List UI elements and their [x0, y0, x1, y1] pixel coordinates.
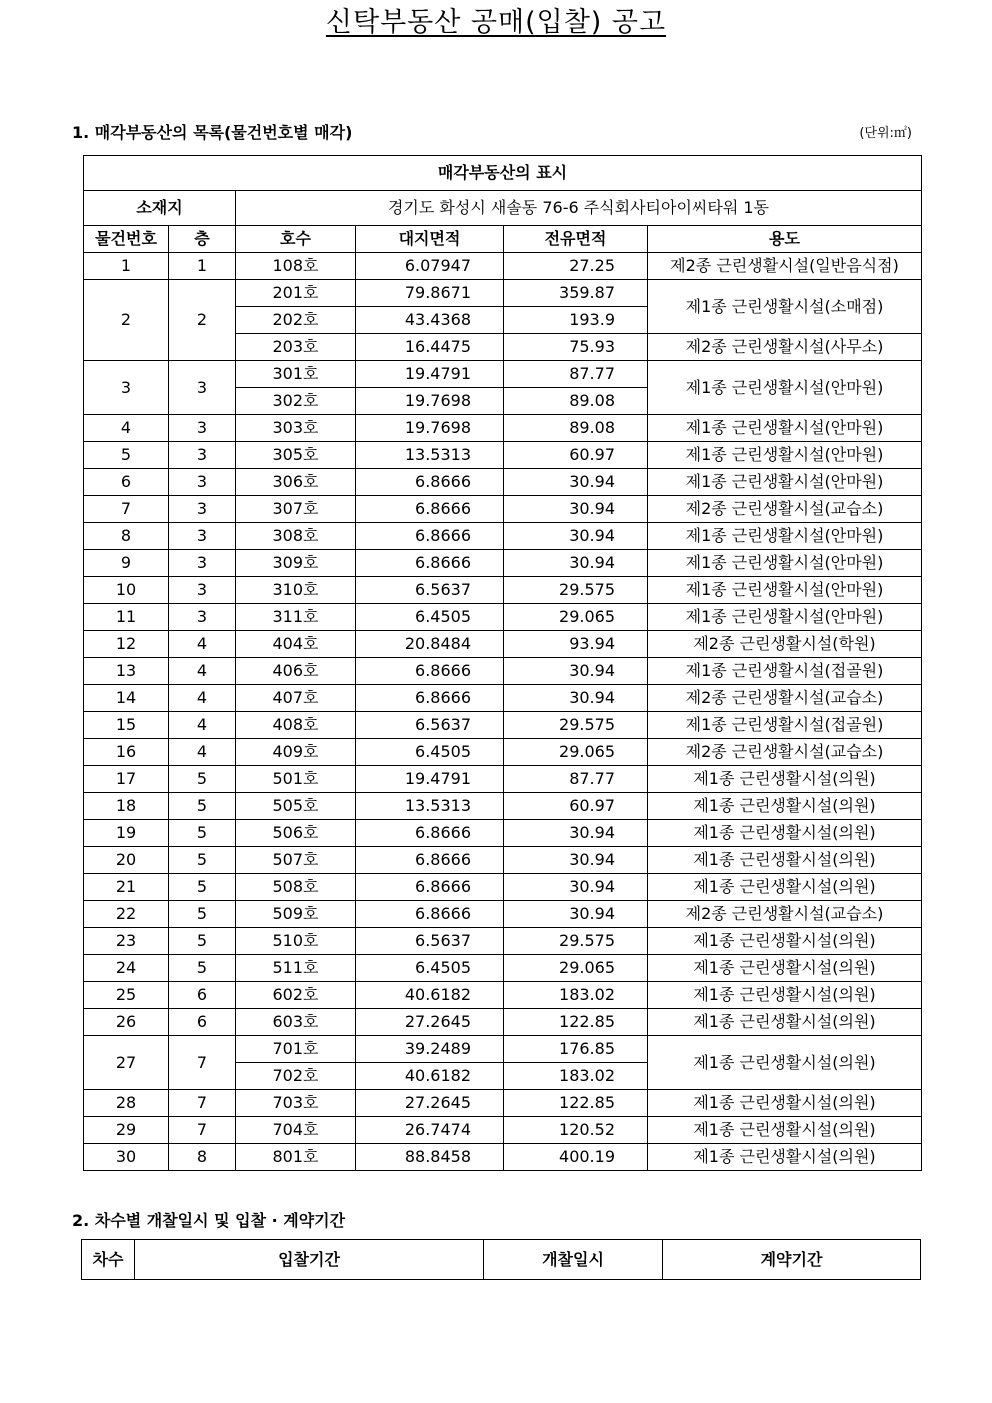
use-cell: 제1종 근린생활시설(소매점): [648, 280, 922, 334]
header-cell: 전유면적: [504, 226, 648, 253]
land-area-cell: 6.8666: [356, 523, 504, 550]
table-header-row: [84, 226, 922, 253]
table-row: [84, 1090, 922, 1117]
exclusive-area-cell: 30.94: [504, 658, 648, 685]
floor-cell: 5: [169, 928, 236, 955]
unit-cell: 506호: [236, 820, 356, 847]
location-value: 경기도 화성시 새솔동 76-6 주식회사티아이씨타워 1동: [236, 191, 922, 226]
floor-cell: 3: [169, 523, 236, 550]
exclusive-area-cell: 400.19: [504, 1144, 648, 1171]
table-row: [84, 982, 922, 1009]
use-cell: 제1종 근린생활시설(의원): [648, 1117, 922, 1144]
header-cell: 물건번호: [84, 226, 169, 253]
land-area-cell: 20.8484: [356, 631, 504, 658]
unit-cell: 307호: [236, 496, 356, 523]
exclusive-area-cell: 89.08: [504, 415, 648, 442]
land-area-cell: 13.5313: [356, 442, 504, 469]
exclusive-area-cell: 29.065: [504, 739, 648, 766]
use-cell: 제1종 근린생활시설(접골원): [648, 712, 922, 739]
item-number-cell: 29: [84, 1117, 169, 1144]
land-area-cell: 79.8671: [356, 280, 504, 307]
item-number-cell: 7: [84, 496, 169, 523]
table-row: [84, 1009, 922, 1036]
floor-cell: 4: [169, 631, 236, 658]
table-row: [84, 658, 922, 685]
table-row: [84, 631, 922, 658]
use-cell: 제2종 근린생활시설(교습소): [648, 496, 922, 523]
table-row: [84, 955, 922, 982]
floor-cell: 1: [169, 253, 236, 280]
use-cell: 제1종 근린생활시설(안마원): [648, 523, 922, 550]
exclusive-area-cell: 29.575: [504, 712, 648, 739]
item-number-cell: 12: [84, 631, 169, 658]
item-number-cell: 2: [84, 280, 169, 361]
use-cell: 제1종 근린생활시설(의원): [648, 1036, 922, 1090]
table-row: [84, 1144, 922, 1171]
use-cell: 제2종 근린생활시설(사무소): [648, 334, 922, 361]
header-round: 차수: [82, 1240, 135, 1280]
land-area-cell: 6.8666: [356, 820, 504, 847]
use-cell: 제1종 근린생활시설(안마원): [648, 550, 922, 577]
section2-heading: 2. 차수별 개찰일시 및 입찰 · 계약기간: [72, 1211, 346, 1230]
use-cell: 제1종 근린생활시설(안마원): [648, 577, 922, 604]
exclusive-area-cell: 75.93: [504, 334, 648, 361]
table-row: [84, 415, 922, 442]
item-number-cell: 24: [84, 955, 169, 982]
exclusive-area-cell: 120.52: [504, 1117, 648, 1144]
exclusive-area-cell: 29.065: [504, 604, 648, 631]
floor-cell: 3: [169, 577, 236, 604]
unit-cell: 501호: [236, 766, 356, 793]
use-cell: 제2종 근린생활시설(교습소): [648, 901, 922, 928]
header-contract-period: 계약기간: [663, 1240, 921, 1280]
land-area-cell: 40.6182: [356, 1063, 504, 1090]
land-area-cell: 6.8666: [356, 469, 504, 496]
exclusive-area-cell: 30.94: [504, 550, 648, 577]
table-row: [84, 928, 922, 955]
floor-cell: 3: [169, 361, 236, 415]
unit-cell: 704호: [236, 1117, 356, 1144]
exclusive-area-cell: 89.08: [504, 388, 648, 415]
exclusive-area-cell: 60.97: [504, 793, 648, 820]
floor-cell: 4: [169, 712, 236, 739]
land-area-cell: 6.8666: [356, 496, 504, 523]
unit-cell: 407호: [236, 685, 356, 712]
exclusive-area-cell: 87.77: [504, 361, 648, 388]
unit-cell: 404호: [236, 631, 356, 658]
use-cell: 제2종 근린생활시설(학원): [648, 631, 922, 658]
item-number-cell: 4: [84, 415, 169, 442]
item-number-cell: 1: [84, 253, 169, 280]
item-number-cell: 13: [84, 658, 169, 685]
unit-cell: 801호: [236, 1144, 356, 1171]
unit-cell: 311호: [236, 604, 356, 631]
location-label: 소재지: [84, 191, 236, 226]
item-number-cell: 23: [84, 928, 169, 955]
floor-cell: 3: [169, 604, 236, 631]
land-area-cell: 6.5637: [356, 577, 504, 604]
exclusive-area-cell: 30.94: [504, 820, 648, 847]
table-row: [84, 523, 922, 550]
floor-cell: 3: [169, 550, 236, 577]
unit-cell: 505호: [236, 793, 356, 820]
floor-cell: 3: [169, 469, 236, 496]
exclusive-area-cell: 30.94: [504, 496, 648, 523]
land-area-cell: 6.5637: [356, 712, 504, 739]
land-area-cell: 6.5637: [356, 928, 504, 955]
exclusive-area-cell: 359.87: [504, 280, 648, 307]
unit-cell: 309호: [236, 550, 356, 577]
floor-cell: 7: [169, 1090, 236, 1117]
item-number-cell: 28: [84, 1090, 169, 1117]
item-number-cell: 9: [84, 550, 169, 577]
land-area-cell: 6.8666: [356, 658, 504, 685]
land-area-cell: 16.4475: [356, 334, 504, 361]
table-row: [84, 766, 922, 793]
use-cell: 제1종 근린생활시설(의원): [648, 955, 922, 982]
unit-cell: 408호: [236, 712, 356, 739]
floor-cell: 5: [169, 793, 236, 820]
page-title: 신탁부동산 공매(입찰) 공고: [325, 7, 667, 38]
schedule-table: [81, 1239, 921, 1280]
land-area-cell: 6.4505: [356, 955, 504, 982]
table-row: [84, 847, 922, 874]
property-table: [83, 155, 922, 1171]
floor-cell: 6: [169, 1009, 236, 1036]
unit-cell: 507호: [236, 847, 356, 874]
header-cell: 호수: [236, 226, 356, 253]
table-row: [84, 739, 922, 766]
land-area-cell: 6.8666: [356, 874, 504, 901]
table-row: [84, 442, 922, 469]
exclusive-area-cell: 27.25: [504, 253, 648, 280]
floor-cell: 6: [169, 982, 236, 1009]
use-cell: 제1종 근린생활시설(안마원): [648, 604, 922, 631]
floor-cell: 4: [169, 739, 236, 766]
land-area-cell: 43.4368: [356, 307, 504, 334]
exclusive-area-cell: 87.77: [504, 766, 648, 793]
table-row: [84, 685, 922, 712]
unit-cell: 310호: [236, 577, 356, 604]
item-number-cell: 20: [84, 847, 169, 874]
use-cell: 제1종 근린생활시설(의원): [648, 982, 922, 1009]
floor-cell: 8: [169, 1144, 236, 1171]
floor-cell: 3: [169, 496, 236, 523]
item-number-cell: 6: [84, 469, 169, 496]
land-area-cell: 19.4791: [356, 766, 504, 793]
use-cell: 제1종 근린생활시설(안마원): [648, 469, 922, 496]
use-cell: 제1종 근린생활시설(안마원): [648, 361, 922, 415]
unit-cell: 701호: [236, 1036, 356, 1063]
land-area-cell: 40.6182: [356, 982, 504, 1009]
use-cell: 제1종 근린생활시설(의원): [648, 793, 922, 820]
land-area-cell: 6.8666: [356, 847, 504, 874]
item-number-cell: 22: [84, 901, 169, 928]
exclusive-area-cell: 60.97: [504, 442, 648, 469]
unit-cell: 202호: [236, 307, 356, 334]
item-number-cell: 16: [84, 739, 169, 766]
table-row: [84, 361, 922, 388]
table-row: [84, 577, 922, 604]
use-cell: 제1종 근린생활시설(의원): [648, 847, 922, 874]
item-number-cell: 26: [84, 1009, 169, 1036]
exclusive-area-cell: 30.94: [504, 901, 648, 928]
use-cell: 제1종 근린생활시설(의원): [648, 1144, 922, 1171]
header-bid-period: 입찰기간: [135, 1240, 484, 1280]
floor-cell: 4: [169, 658, 236, 685]
use-cell: 제1종 근린생활시설(의원): [648, 874, 922, 901]
item-number-cell: 5: [84, 442, 169, 469]
use-cell: 제1종 근린생활시설(의원): [648, 1009, 922, 1036]
exclusive-area-cell: 30.94: [504, 874, 648, 901]
land-area-cell: 6.8666: [356, 685, 504, 712]
use-cell: 제2종 근린생활시설(교습소): [648, 685, 922, 712]
unit-cell: 511호: [236, 955, 356, 982]
table-row: [84, 550, 922, 577]
item-number-cell: 3: [84, 361, 169, 415]
unit-cell: 702호: [236, 1063, 356, 1090]
unit-cell: 303호: [236, 415, 356, 442]
item-number-cell: 10: [84, 577, 169, 604]
header-cell: 용도: [648, 226, 922, 253]
unit-cell: 409호: [236, 739, 356, 766]
exclusive-area-cell: 29.575: [504, 928, 648, 955]
table-row: [84, 793, 922, 820]
exclusive-area-cell: 176.85: [504, 1036, 648, 1063]
exclusive-area-cell: 122.85: [504, 1090, 648, 1117]
schedule-header-row: [82, 1240, 921, 1280]
land-area-cell: 19.7698: [356, 415, 504, 442]
land-area-cell: 6.8666: [356, 901, 504, 928]
unit-cell: 301호: [236, 361, 356, 388]
unit-label: (단위:㎡): [859, 126, 912, 141]
exclusive-area-cell: 183.02: [504, 1063, 648, 1090]
exclusive-area-cell: 30.94: [504, 685, 648, 712]
unit-cell: 203호: [236, 334, 356, 361]
unit-cell: 306호: [236, 469, 356, 496]
floor-cell: 7: [169, 1036, 236, 1090]
item-number-cell: 19: [84, 820, 169, 847]
item-number-cell: 18: [84, 793, 169, 820]
land-area-cell: 19.4791: [356, 361, 504, 388]
land-area-cell: 27.2645: [356, 1090, 504, 1117]
exclusive-area-cell: 93.94: [504, 631, 648, 658]
table-row: [84, 1036, 922, 1063]
floor-cell: 5: [169, 766, 236, 793]
land-area-cell: 39.2489: [356, 1036, 504, 1063]
table-row: [84, 874, 922, 901]
item-number-cell: 8: [84, 523, 169, 550]
table-row: [84, 496, 922, 523]
table-row: [84, 1117, 922, 1144]
header-cell: 대지면적: [356, 226, 504, 253]
unit-cell: 308호: [236, 523, 356, 550]
use-cell: 제2종 근린생활시설(교습소): [648, 739, 922, 766]
unit-cell: 509호: [236, 901, 356, 928]
floor-cell: 5: [169, 874, 236, 901]
exclusive-area-cell: 122.85: [504, 1009, 648, 1036]
use-cell: 제1종 근린생활시설(의원): [648, 928, 922, 955]
land-area-cell: 6.4505: [356, 739, 504, 766]
unit-cell: 602호: [236, 982, 356, 1009]
use-cell: 제1종 근린생활시설(안마원): [648, 442, 922, 469]
table-row: [84, 469, 922, 496]
item-number-cell: 11: [84, 604, 169, 631]
use-cell: 제1종 근린생활시설(의원): [648, 766, 922, 793]
item-number-cell: 15: [84, 712, 169, 739]
exclusive-area-cell: 29.065: [504, 955, 648, 982]
use-cell: 제1종 근린생활시설(안마원): [648, 415, 922, 442]
exclusive-area-cell: 183.02: [504, 982, 648, 1009]
land-area-cell: 26.7474: [356, 1117, 504, 1144]
header-opening-date: 개찰일시: [484, 1240, 663, 1280]
land-area-cell: 6.8666: [356, 550, 504, 577]
table-row: [84, 253, 922, 280]
use-cell: 제1종 근린생활시설(접골원): [648, 658, 922, 685]
item-number-cell: 21: [84, 874, 169, 901]
item-number-cell: 30: [84, 1144, 169, 1171]
floor-cell: 5: [169, 820, 236, 847]
floor-cell: 3: [169, 415, 236, 442]
land-area-cell: 6.07947: [356, 253, 504, 280]
floor-cell: 2: [169, 280, 236, 361]
item-number-cell: 14: [84, 685, 169, 712]
floor-cell: 5: [169, 901, 236, 928]
exclusive-area-cell: 30.94: [504, 523, 648, 550]
unit-cell: 302호: [236, 388, 356, 415]
table-title: 매각부동산의 표시: [84, 156, 922, 191]
use-cell: 제1종 근린생활시설(의원): [648, 820, 922, 847]
unit-cell: 305호: [236, 442, 356, 469]
unit-cell: 603호: [236, 1009, 356, 1036]
unit-cell: 703호: [236, 1090, 356, 1117]
land-area-cell: 19.7698: [356, 388, 504, 415]
floor-cell: 5: [169, 955, 236, 982]
land-area-cell: 27.2645: [356, 1009, 504, 1036]
exclusive-area-cell: 193.9: [504, 307, 648, 334]
section1-heading: 1. 매각부동산의 목록(물건번호별 매각): [72, 123, 353, 142]
unit-cell: 406호: [236, 658, 356, 685]
exclusive-area-cell: 30.94: [504, 469, 648, 496]
table-row: [84, 820, 922, 847]
use-cell: 제2종 근린생활시설(일반음식점): [648, 253, 922, 280]
floor-cell: 5: [169, 847, 236, 874]
item-number-cell: 25: [84, 982, 169, 1009]
unit-cell: 201호: [236, 280, 356, 307]
unit-cell: 508호: [236, 874, 356, 901]
floor-cell: 7: [169, 1117, 236, 1144]
header-cell: 층: [169, 226, 236, 253]
table-row: [84, 901, 922, 928]
table-row: [84, 604, 922, 631]
item-number-cell: 27: [84, 1036, 169, 1090]
table-row: [84, 280, 922, 307]
exclusive-area-cell: 29.575: [504, 577, 648, 604]
land-area-cell: 6.4505: [356, 604, 504, 631]
item-number-cell: 17: [84, 766, 169, 793]
land-area-cell: 13.5313: [356, 793, 504, 820]
table-row: [84, 712, 922, 739]
exclusive-area-cell: 30.94: [504, 847, 648, 874]
use-cell: 제1종 근린생활시설(의원): [648, 1090, 922, 1117]
unit-cell: 108호: [236, 253, 356, 280]
floor-cell: 3: [169, 442, 236, 469]
land-area-cell: 88.8458: [356, 1144, 504, 1171]
floor-cell: 4: [169, 685, 236, 712]
unit-cell: 510호: [236, 928, 356, 955]
